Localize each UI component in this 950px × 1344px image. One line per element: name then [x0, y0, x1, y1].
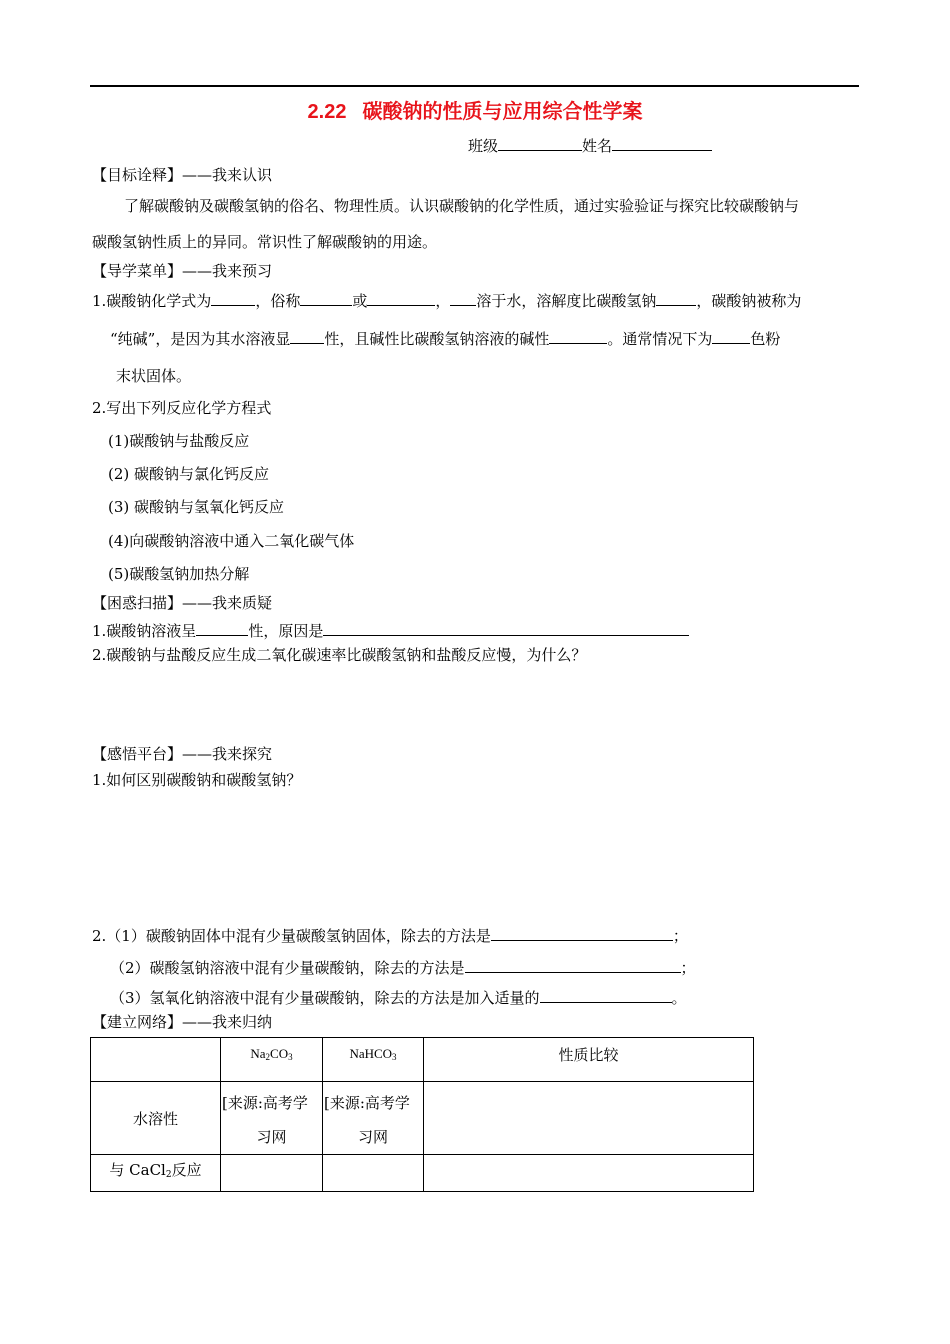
table-header-row	[91, 1038, 754, 1082]
guide-q1-line1	[92, 290, 801, 311]
method1-blank[interactable]	[491, 925, 673, 941]
guide-q1-text-d: ，	[435, 292, 451, 310]
guide-q2-item-5: (5)碳酸氢钠加热分解	[108, 565, 250, 583]
doubt-q1-text-a: 1.碳酸钠溶液呈	[92, 622, 197, 640]
source-note-2b: 习网	[357, 1128, 388, 1146]
na2co3-part2: CO	[270, 1046, 289, 1061]
guide-q1-line2-b: 性，且碱性比碳酸氢钠溶液的碱性	[324, 330, 550, 348]
name-label: 姓名	[582, 137, 613, 155]
solubility-blank[interactable]	[450, 290, 476, 306]
na2co3-sub2: 3	[288, 1052, 293, 1062]
color-blank[interactable]	[712, 328, 750, 344]
class-name-line	[468, 135, 712, 156]
doubt-q1-text-b: 性，原因是	[248, 622, 324, 640]
explore-q1: 1.如何区别碳酸钠和碳酸氢钠？	[92, 771, 302, 789]
explore-q2-1-text: 2.（1）碳酸钠固体中混有少量碳酸氢钠固体，除去的方法是	[92, 927, 491, 945]
guide-q2-item-3: (3) 碳酸钠与氢氧化钙反应	[108, 498, 285, 516]
cell-compare-cacl2[interactable]	[424, 1155, 754, 1192]
guide-q1-text-a: 1.碳酸钠化学式为	[92, 292, 212, 310]
page-title	[0, 98, 950, 125]
guide-q1-line2-a: “纯碱”，是因为其水溶液显	[110, 330, 291, 348]
cell-nahco3-solubility[interactable]	[323, 1082, 424, 1155]
compare-blank[interactable]	[656, 290, 696, 306]
guide-q1-line2-c: 。通常情况下为	[607, 330, 713, 348]
basicity-blank[interactable]	[549, 328, 607, 344]
guide-q1-text-e: 溶于水，溶解度比碳酸氢钠	[476, 292, 657, 310]
comparison-table	[90, 1037, 754, 1192]
alias2-blank[interactable]	[367, 290, 435, 306]
title-text: 碳酸钠的性质与应用综合性学案	[362, 99, 643, 123]
method2-blank[interactable]	[465, 957, 681, 973]
row-label-cacl2	[91, 1155, 221, 1192]
cacl2-sub: 2	[165, 1170, 172, 1180]
row-label-solubility: 水溶性	[91, 1082, 221, 1155]
goal-para-line2: 碳酸氢钠性质上的异同。常识性了解碳酸钠的用途。	[92, 233, 438, 251]
guide-q1-line2-d: 色粉	[750, 330, 781, 348]
explore-q2-1-end: ；	[672, 927, 688, 945]
class-blank[interactable]	[498, 135, 582, 151]
table-row	[91, 1082, 754, 1155]
acidity-blank[interactable]	[290, 328, 324, 344]
na2co3-sub1: 2	[265, 1052, 271, 1062]
doubt-heading: 【困惑扫描】——我来质疑	[92, 594, 273, 612]
doubt-q1	[92, 620, 689, 641]
nahco3-sub: 3	[392, 1052, 397, 1062]
cell-na2co3-cacl2[interactable]	[221, 1155, 323, 1192]
reason-blank[interactable]	[323, 620, 689, 636]
cell-nahco3-cacl2[interactable]	[323, 1155, 424, 1192]
source-note-2: [来源:高考学	[324, 1094, 410, 1112]
network-heading: 【建立网络】——我来归纳	[92, 1013, 273, 1031]
guide-q1-text-c: 或	[352, 292, 368, 310]
name-blank[interactable]	[612, 135, 712, 151]
top-rule	[90, 85, 859, 87]
explore-q2-2-end: ；	[680, 959, 696, 977]
solution-nature-blank[interactable]	[196, 620, 248, 636]
guide-heading: 【导学菜单】——我来预习	[92, 262, 273, 280]
source-note-1: [来源:高考学	[222, 1094, 308, 1112]
method3-blank[interactable]	[540, 987, 672, 1003]
guide-q2-item-1: (1)碳酸钠与盐酸反应	[108, 432, 250, 450]
alias1-blank[interactable]	[300, 290, 352, 306]
header-na2co3	[221, 1038, 323, 1082]
explore-q2-2-text: （2）碳酸氢钠溶液中混有少量碳酸钠，除去的方法是	[110, 959, 465, 977]
goal-heading: 【目标诠释】——我来认识	[92, 166, 273, 184]
doubt-q2: 2.碳酸钠与盐酸反应生成二氧化碳速率比碳酸氢钠和盐酸反应慢，为什么？	[92, 646, 587, 664]
header-compare: 性质比较	[424, 1038, 754, 1082]
guide-q1-text-f: ，碳酸钠被称为	[696, 292, 802, 310]
formula-blank[interactable]	[211, 290, 255, 306]
header-nahco3	[323, 1038, 424, 1082]
explore-q2-2	[110, 957, 696, 978]
explore-q2-1	[92, 925, 688, 946]
guide-q1-line3: 末状固体。	[116, 367, 192, 385]
goal-para-line1: 了解碳酸钠及碳酸氢钠的俗名、物理性质。认识碳酸钠的化学性质，通过实验验证与探究比较碳酸钠与	[124, 197, 800, 215]
table-row	[91, 1155, 754, 1192]
guide-q2: 2.写出下列反应化学方程式	[92, 399, 272, 417]
table-corner-cell	[91, 1038, 221, 1082]
explore-heading: 【感悟平台】——我来探究	[92, 745, 273, 763]
explore-q2-3	[110, 987, 687, 1008]
source-note-1b: 习网	[256, 1128, 287, 1146]
na2co3-part1: Na	[250, 1046, 266, 1061]
cell-compare-solubility[interactable]	[424, 1082, 754, 1155]
guide-q2-item-2: (2) 碳酸钠与氯化钙反应	[108, 465, 270, 483]
explore-q2-3-text: （3）氢氧化钠溶液中混有少量碳酸钠，除去的方法是加入适量的	[110, 989, 540, 1007]
nahco3-part1: NaHCO	[349, 1046, 393, 1061]
guide-q1-line2	[110, 328, 780, 349]
cacl2-label-a: 与 CaCl	[109, 1161, 166, 1179]
title-number: 2.22	[307, 101, 347, 123]
explore-q2-3-end: 。	[671, 989, 687, 1007]
cacl2-label-b: 反应	[171, 1161, 202, 1179]
class-label: 班级	[468, 137, 499, 155]
guide-q2-item-4: (4)向碳酸钠溶液中通入二氧化碳气体	[108, 532, 355, 550]
guide-q1-text-b: ，俗称	[255, 292, 301, 310]
cell-na2co3-solubility[interactable]	[221, 1082, 323, 1155]
